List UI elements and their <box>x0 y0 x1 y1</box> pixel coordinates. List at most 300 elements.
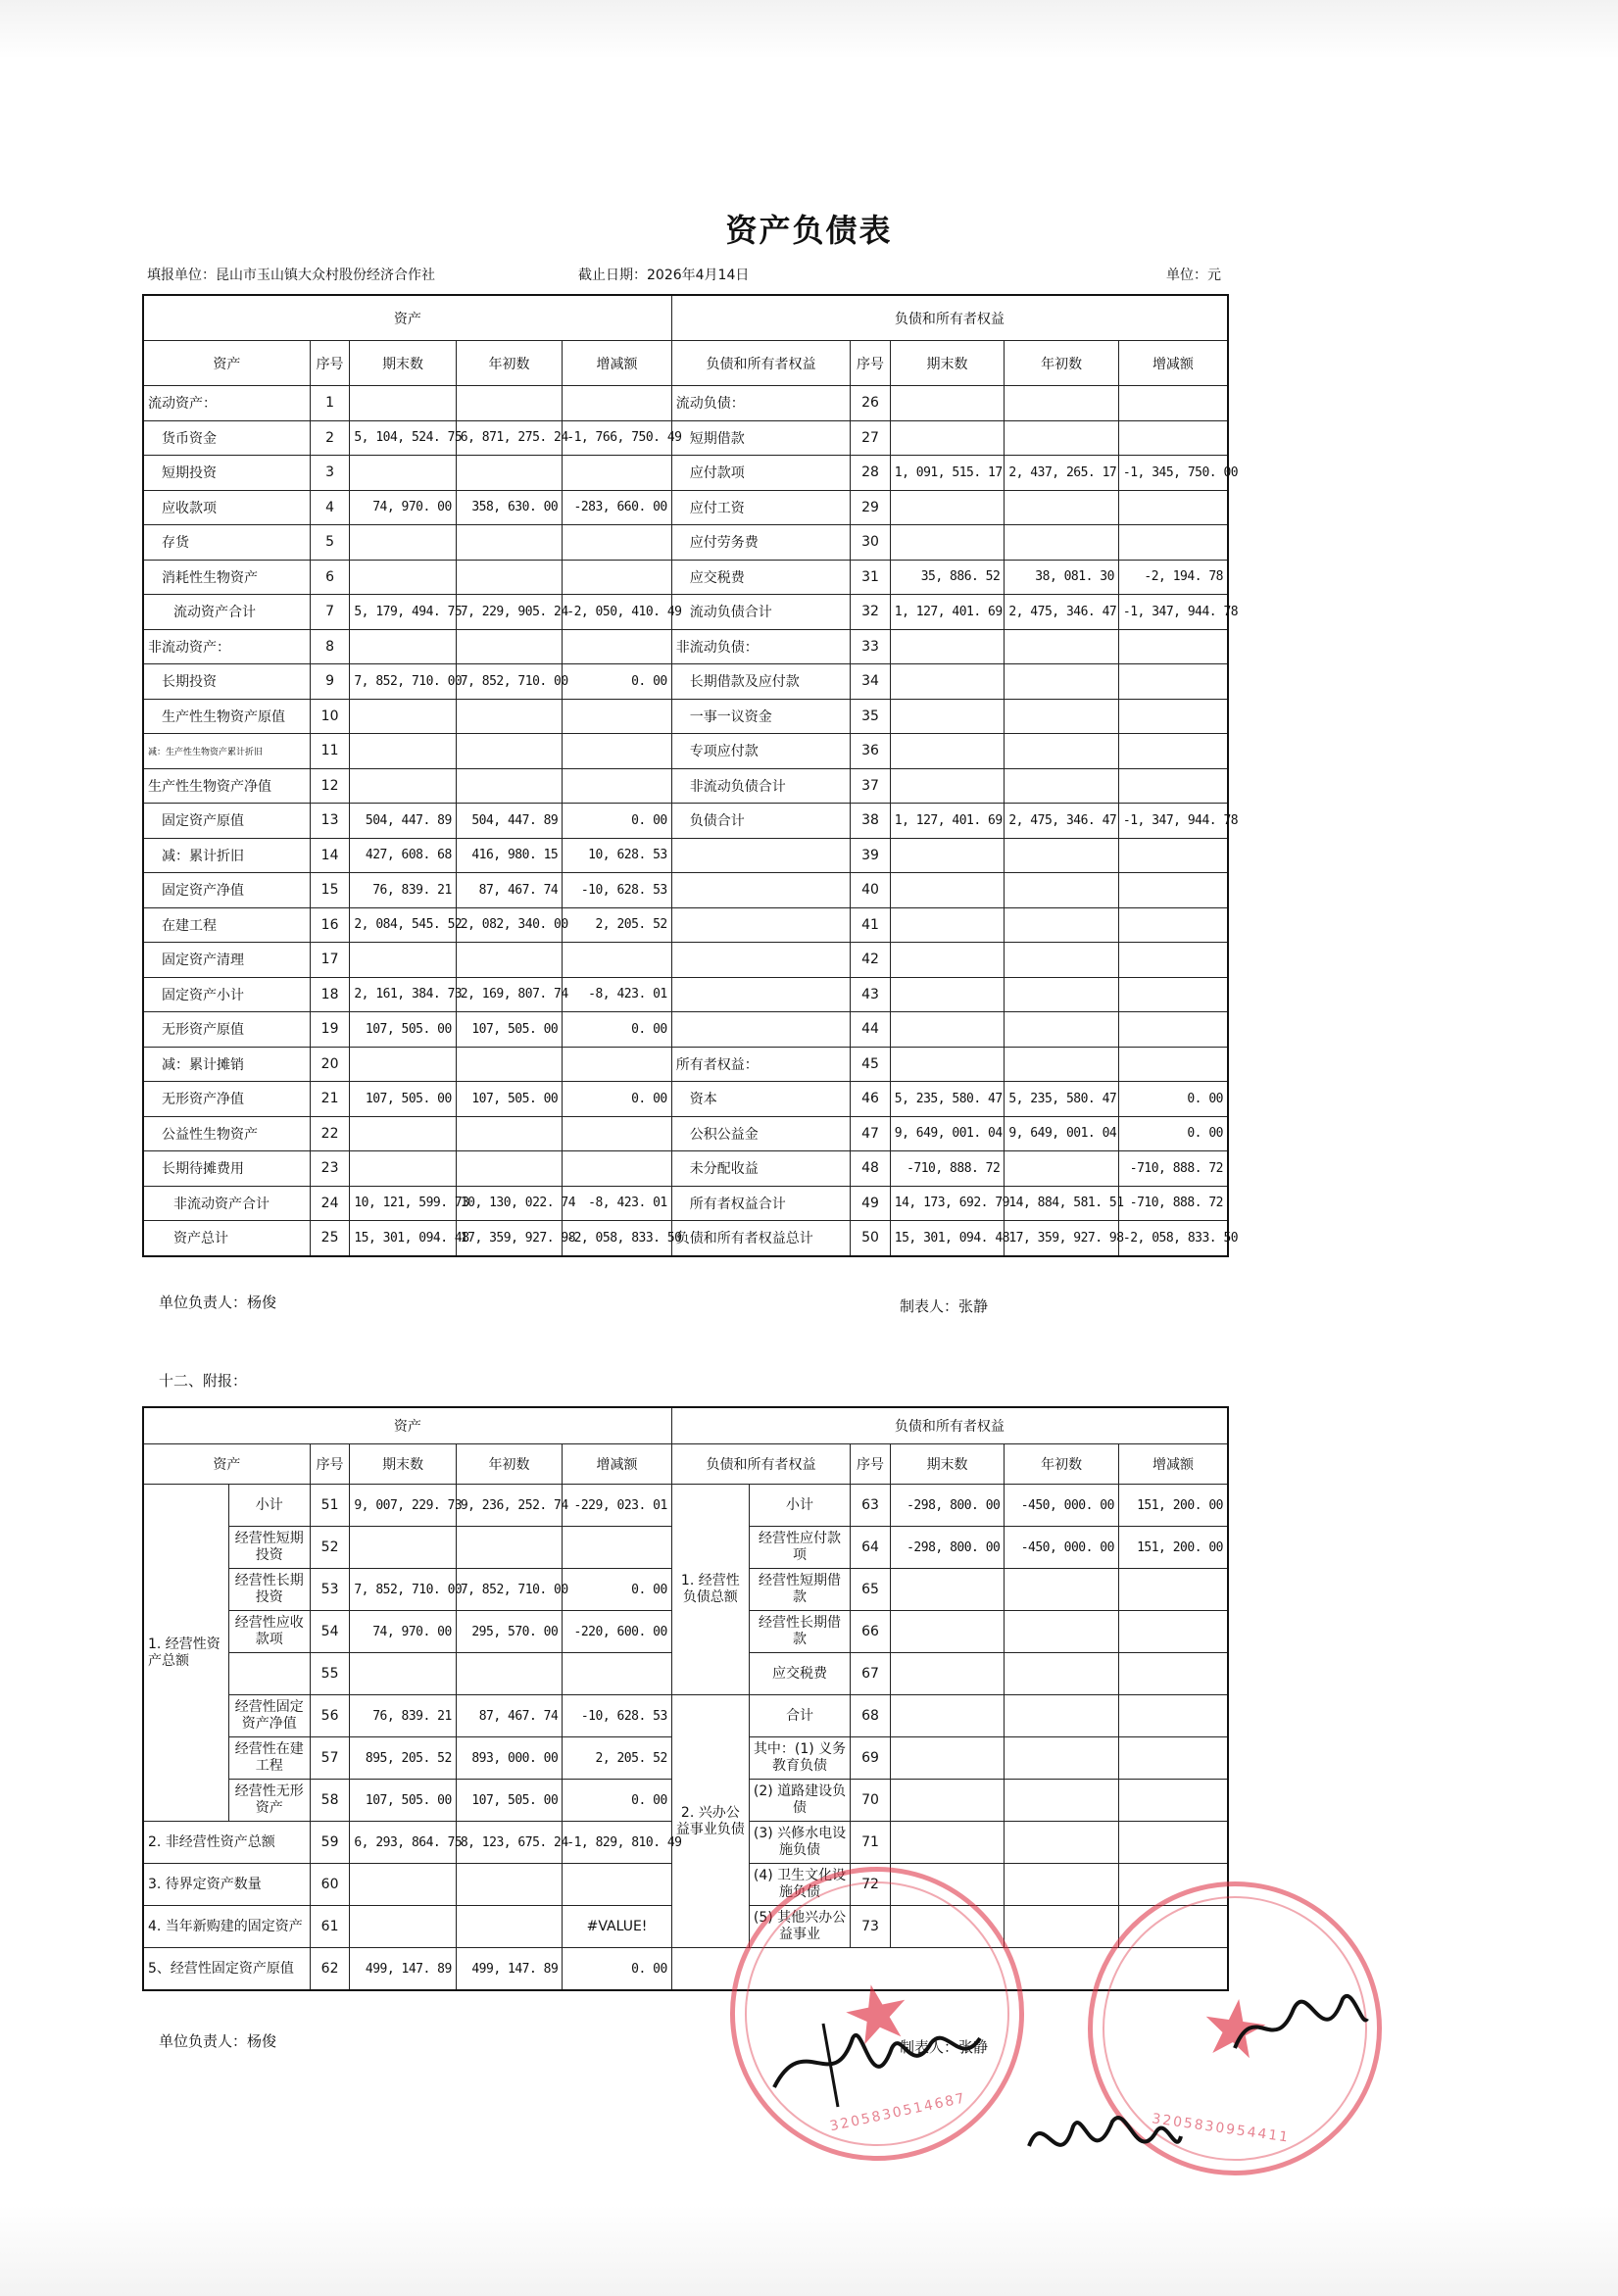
asset-begin-value: 6, 871, 275. 24 <box>456 420 562 456</box>
appendix-asset-change: -220, 600. 00 <box>563 1611 672 1653</box>
assets-section-header: 资产 <box>143 295 671 341</box>
appendix-liability-change <box>1118 1695 1228 1737</box>
liability-seq: 36 <box>851 734 891 769</box>
asset-end-value: 76, 839. 21 <box>350 873 456 908</box>
appendix-liability-seq: 67 <box>851 1653 891 1695</box>
asset-change-value: 0. 00 <box>563 1082 672 1117</box>
liability-begin-value <box>1005 907 1119 943</box>
table-maker: 制表人：张静 <box>900 1297 989 1315</box>
liability-item: 未分配收益 <box>671 1151 850 1187</box>
appendix-asset-item: 5、经营性固定资产原值 <box>143 1948 310 1991</box>
liability-change-value <box>1118 490 1228 525</box>
star-icon: ★ <box>1194 1978 1276 2079</box>
asset-change-value: 2, 205. 52 <box>563 907 672 943</box>
asset-change-value: 10, 628. 53 <box>563 838 672 873</box>
liability-change-value <box>1118 1047 1228 1082</box>
asset-end-value: 107, 505. 00 <box>350 1082 456 1117</box>
appendix-asset-begin: 295, 570. 00 <box>456 1611 562 1653</box>
liability-seq: 28 <box>851 456 891 491</box>
asset-item: 减：累计折旧 <box>143 838 310 873</box>
table-row <box>143 456 1228 491</box>
liability-change-value <box>1118 664 1228 700</box>
liability-end-value: 14, 173, 692. 79 <box>890 1186 1005 1221</box>
liability-end-value <box>890 664 1005 700</box>
asset-seq: 2 <box>310 420 350 456</box>
asset-end-value <box>350 768 456 804</box>
liability-begin-value <box>1005 664 1119 700</box>
liability-end-value <box>890 629 1005 664</box>
asset-item: 减：累计摊销 <box>143 1047 310 1082</box>
liability-item: 应交税费 <box>671 560 850 595</box>
liability-end-value <box>890 838 1005 873</box>
appendix-liability-item: (3) 兴修水电设施负债 <box>749 1822 850 1864</box>
table-row <box>143 1047 1228 1082</box>
asset-change-value: -8, 423. 01 <box>563 977 672 1012</box>
appendix-asset-change: 0. 00 <box>563 1780 672 1822</box>
appendix-col-asset: 资产 <box>143 1444 310 1485</box>
col-header-begin2: 年初数 <box>1005 341 1119 386</box>
asset-seq: 23 <box>310 1151 350 1187</box>
asset-begin-value <box>456 734 562 769</box>
liability-seq: 41 <box>851 907 891 943</box>
asset-begin-value: 107, 505. 00 <box>456 1082 562 1117</box>
asset-seq: 1 <box>310 386 350 421</box>
table-row <box>143 943 1228 978</box>
liability-item: 应付工资 <box>671 490 850 525</box>
asset-seq: 7 <box>310 595 350 630</box>
asset-begin-value <box>456 386 562 421</box>
appendix-col-seq: 序号 <box>310 1444 350 1485</box>
asset-seq: 21 <box>310 1082 350 1117</box>
asset-seq: 18 <box>310 977 350 1012</box>
table-row <box>143 977 1228 1012</box>
balance-sheet-table <box>142 294 1239 1257</box>
table-row <box>143 1485 1228 1527</box>
asset-begin-value: 87, 467. 74 <box>456 873 562 908</box>
table-row <box>143 629 1228 664</box>
appendix-asset-seq: 57 <box>310 1737 350 1780</box>
liability-begin-value: 5, 235, 580. 47 <box>1005 1082 1119 1117</box>
asset-item: 固定资产清理 <box>143 943 310 978</box>
asset-end-value <box>350 699 456 734</box>
appendix-asset-change: -10, 628. 53 <box>563 1695 672 1737</box>
liability-begin-value: 2, 475, 346. 47 <box>1005 595 1119 630</box>
liability-end-value: -710, 888. 72 <box>890 1151 1005 1187</box>
asset-end-value: 107, 505. 00 <box>350 1012 456 1048</box>
liability-change-value <box>1118 734 1228 769</box>
asset-item: 流动资产： <box>143 386 310 421</box>
asset-seq: 6 <box>310 560 350 595</box>
asset-end-value <box>350 734 456 769</box>
table-row <box>143 490 1228 525</box>
appendix-liability-seq: 66 <box>851 1611 891 1653</box>
liability-seq: 33 <box>851 629 891 664</box>
appendix-liability-item: 应交税费 <box>749 1653 850 1695</box>
appendix-liability-end <box>890 1780 1005 1822</box>
table-row <box>143 595 1228 630</box>
liability-item: 应付劳务费 <box>671 525 850 561</box>
liability-end-value: 1, 127, 401. 69 <box>890 804 1005 839</box>
asset-end-value: 427, 608. 68 <box>350 838 456 873</box>
asset-seq: 25 <box>310 1221 350 1256</box>
appendix-asset-seq: 52 <box>310 1527 350 1569</box>
asset-seq: 9 <box>310 664 350 700</box>
appendix-liability-change <box>1118 1569 1228 1611</box>
asset-end-value <box>350 1151 456 1187</box>
appendix-asset-seq: 53 <box>310 1569 350 1611</box>
appendix-asset-end: 6, 293, 864. 75 <box>350 1822 456 1864</box>
asset-change-value <box>563 1151 672 1187</box>
page-title: 资产负债表 <box>725 212 893 249</box>
appendix-asset-begin: 7, 852, 710. 00 <box>456 1569 562 1611</box>
asset-change-value <box>563 525 672 561</box>
appendix-asset-end <box>350 1527 456 1569</box>
appendix-liability-begin <box>1005 1906 1119 1948</box>
liability-begin-value <box>1005 386 1119 421</box>
seal-code: 3205830514687 <box>828 2090 968 2135</box>
liability-change-value <box>1118 525 1228 561</box>
appendix-liability-item: 经营性长期借款 <box>749 1611 850 1653</box>
asset-change-value <box>563 699 672 734</box>
liability-seq: 38 <box>851 804 891 839</box>
seal-code: 3205830954411 <box>1151 2111 1291 2146</box>
appendix-liability-seq: 70 <box>851 1780 891 1822</box>
appendix-liability-seq: 71 <box>851 1822 891 1864</box>
liability-end-value: 1, 127, 401. 69 <box>890 595 1005 630</box>
appendix-col-begin: 年初数 <box>456 1444 562 1485</box>
asset-change-value <box>563 1047 672 1082</box>
appendix-asset-seq: 62 <box>310 1948 350 1991</box>
liability-item: 负债和所有者权益总计 <box>671 1221 850 1256</box>
table-row <box>143 386 1228 421</box>
liability-change-value: -1, 347, 944. 78 <box>1118 595 1228 630</box>
liability-end-value <box>890 907 1005 943</box>
asset-end-value <box>350 456 456 491</box>
asset-begin-value <box>456 456 562 491</box>
appendix-asset-change <box>563 1864 672 1906</box>
liability-change-value: -1, 347, 944. 78 <box>1118 804 1228 839</box>
asset-begin-value: 2, 169, 807. 74 <box>456 977 562 1012</box>
asset-item: 无形资产原值 <box>143 1012 310 1048</box>
table-row <box>143 768 1228 804</box>
col-header-begin: 年初数 <box>456 341 562 386</box>
asset-item: 非流动资产合计 <box>143 1186 310 1221</box>
liability-end-value: 15, 301, 094. 48 <box>890 1221 1005 1256</box>
asset-begin-value: 416, 980. 15 <box>456 838 562 873</box>
appendix-liability-begin <box>1005 1864 1119 1906</box>
operating-liabilities-group: 1. 经营性负债总额 <box>671 1485 749 1695</box>
appendix-unit-leader: 单位负责人：杨俊 <box>159 2032 277 2050</box>
appendix-table-maker: 制表人：张静 <box>900 2038 989 2056</box>
asset-seq: 4 <box>310 490 350 525</box>
liability-begin-value <box>1005 490 1119 525</box>
asset-seq: 3 <box>310 456 350 491</box>
liability-begin-value <box>1005 420 1119 456</box>
asset-begin-value: 358, 630. 00 <box>456 490 562 525</box>
appendix-liability-end <box>890 1822 1005 1864</box>
appendix-asset-item: 2. 非经营性资产总额 <box>143 1822 310 1864</box>
appendix-liability-change <box>1118 1780 1228 1822</box>
table-row <box>143 1116 1228 1151</box>
asset-item: 固定资产原值 <box>143 804 310 839</box>
asset-begin-value <box>456 629 562 664</box>
asset-item: 无形资产净值 <box>143 1082 310 1117</box>
appendix-liability-item: 其中：(1) 义务教育负债 <box>749 1737 850 1780</box>
appendix-asset-seq: 55 <box>310 1653 350 1695</box>
liability-item: 非流动负债： <box>671 629 850 664</box>
asset-item: 消耗性生物资产 <box>143 560 310 595</box>
asset-change-value: 0. 00 <box>563 1012 672 1048</box>
appendix-asset-change <box>563 1653 672 1695</box>
asset-change-value: -1, 766, 750. 49 <box>563 420 672 456</box>
liability-begin-value: 14, 884, 581. 51 <box>1005 1186 1119 1221</box>
appendix-liability-end: -298, 800. 00 <box>890 1485 1005 1527</box>
asset-change-value <box>563 1116 672 1151</box>
liability-begin-value <box>1005 1012 1119 1048</box>
appendix-liability-item: 经营性短期借款 <box>749 1569 850 1611</box>
appendix-asset-item: 经营性长期投资 <box>228 1569 310 1611</box>
table-row <box>143 525 1228 561</box>
asset-begin-value <box>456 525 562 561</box>
appendix-asset-end <box>350 1864 456 1906</box>
appendix-liability-begin <box>1005 1695 1119 1737</box>
liability-item: 短期借款 <box>671 420 850 456</box>
asset-end-value: 74, 970. 00 <box>350 490 456 525</box>
liability-begin-value: 38, 081. 30 <box>1005 560 1119 595</box>
liability-end-value <box>890 734 1005 769</box>
asset-item: 流动资产合计 <box>143 595 310 630</box>
asset-end-value <box>350 386 456 421</box>
liability-end-value <box>890 386 1005 421</box>
liability-end-value: 35, 886. 52 <box>890 560 1005 595</box>
liability-item <box>671 943 850 978</box>
liability-end-value <box>890 768 1005 804</box>
liability-change-value <box>1118 699 1228 734</box>
asset-item: 资产总计 <box>143 1221 310 1256</box>
liability-change-value <box>1118 420 1228 456</box>
appendix-asset-item: 3. 待界定资产数量 <box>143 1864 310 1906</box>
appendix-asset-end: 7, 852, 710. 00 <box>350 1569 456 1611</box>
appendix-liability-change: 151, 200. 00 <box>1118 1485 1228 1527</box>
appendix-asset-begin: 87, 467. 74 <box>456 1695 562 1737</box>
asset-end-value <box>350 629 456 664</box>
asset-seq: 13 <box>310 804 350 839</box>
asset-change-value: 0. 00 <box>563 804 672 839</box>
appendix-liability-seq: 72 <box>851 1864 891 1906</box>
currency-unit: 单位：元 <box>1166 268 1221 283</box>
asset-change-value: 0. 00 <box>563 664 672 700</box>
appendix-asset-end: 107, 505. 00 <box>350 1780 456 1822</box>
table-row <box>143 873 1228 908</box>
liability-item: 应付款项 <box>671 456 850 491</box>
asset-begin-value: 17, 359, 927. 98 <box>456 1221 562 1256</box>
table-row <box>143 907 1228 943</box>
asset-change-value: -283, 660. 00 <box>563 490 672 525</box>
appendix-liability-seq: 68 <box>851 1695 891 1737</box>
asset-change-value <box>563 456 672 491</box>
liability-change-value <box>1118 1012 1228 1048</box>
liability-change-value <box>1118 977 1228 1012</box>
liability-begin-value <box>1005 977 1119 1012</box>
liability-change-value: 0. 00 <box>1118 1082 1228 1117</box>
liability-end-value <box>890 1047 1005 1082</box>
appendix-liability-begin <box>1005 1569 1119 1611</box>
appendix-liability-end <box>890 1653 1005 1695</box>
asset-item: 长期待摊费用 <box>143 1151 310 1187</box>
liability-change-value: -2, 194. 78 <box>1118 560 1228 595</box>
table-row <box>143 1948 1228 1991</box>
asset-end-value <box>350 1047 456 1082</box>
liability-seq: 35 <box>851 699 891 734</box>
table-row <box>143 1151 1228 1187</box>
asset-begin-value: 504, 447. 89 <box>456 804 562 839</box>
asset-seq: 20 <box>310 1047 350 1082</box>
liability-seq: 43 <box>851 977 891 1012</box>
table-row <box>143 804 1228 839</box>
signature-zhang <box>1019 2097 1186 2185</box>
asset-seq: 14 <box>310 838 350 873</box>
asset-change-value: -8, 423. 01 <box>563 1186 672 1221</box>
asset-seq: 12 <box>310 768 350 804</box>
asset-begin-value <box>456 943 562 978</box>
appendix-label: 十二、附报： <box>159 1372 248 1390</box>
liability-seq: 44 <box>851 1012 891 1048</box>
asset-seq: 16 <box>310 907 350 943</box>
appendix-liability-item: 小计 <box>749 1485 850 1527</box>
liability-change-value: -710, 888. 72 <box>1118 1151 1228 1187</box>
appendix-col-end: 期末数 <box>350 1444 456 1485</box>
asset-end-value: 2, 161, 384. 73 <box>350 977 456 1012</box>
liability-seq: 45 <box>851 1047 891 1082</box>
cutoff-date: 截止日期：2026年4月14日 <box>578 268 750 283</box>
appendix-asset-item <box>228 1653 310 1695</box>
asset-begin-value: 7, 852, 710. 00 <box>456 664 562 700</box>
liability-end-value <box>890 977 1005 1012</box>
asset-item: 长期投资 <box>143 664 310 700</box>
table-row <box>143 1186 1228 1221</box>
liability-begin-value <box>1005 699 1119 734</box>
appendix-col-end2: 期末数 <box>890 1444 1005 1485</box>
appendix-liability-end <box>890 1569 1005 1611</box>
asset-end-value: 5, 179, 494. 75 <box>350 595 456 630</box>
appendix-asset-item: 经营性无形资产 <box>228 1780 310 1822</box>
appendix-asset-seq: 59 <box>310 1822 350 1864</box>
liability-begin-value: 2, 475, 346. 47 <box>1005 804 1119 839</box>
liability-seq: 42 <box>851 943 891 978</box>
liability-seq: 46 <box>851 1082 891 1117</box>
appendix-col-change2: 增减额 <box>1118 1444 1228 1485</box>
appendix-liability-item: (2) 道路建设负债 <box>749 1780 850 1822</box>
liability-change-value <box>1118 907 1228 943</box>
appendix-asset-change: 0. 00 <box>563 1569 672 1611</box>
liability-end-value <box>890 420 1005 456</box>
asset-begin-value: 2, 082, 340. 00 <box>456 907 562 943</box>
appendix-asset-change: -229, 023. 01 <box>563 1485 672 1527</box>
appendix-asset-change: -1, 829, 810. 49 <box>563 1822 672 1864</box>
appendix-asset-end: 9, 007, 229. 73 <box>350 1485 456 1527</box>
appendix-asset-item: 经营性应收款项 <box>228 1611 310 1653</box>
asset-change-value: -2, 050, 410. 49 <box>563 595 672 630</box>
liability-seq: 39 <box>851 838 891 873</box>
asset-item: 应收款项 <box>143 490 310 525</box>
liability-item: 负债合计 <box>671 804 850 839</box>
reporting-unit: 填报单位：昆山市玉山镇大众村股份经济合作社 <box>147 268 435 283</box>
liability-item: 专项应付款 <box>671 734 850 769</box>
appendix-liability-begin <box>1005 1737 1119 1780</box>
liability-seq: 34 <box>851 664 891 700</box>
appendix-asset-change <box>563 1527 672 1569</box>
appendix-liability-begin: -450, 000. 00 <box>1005 1527 1119 1569</box>
appendix-liability-begin: -450, 000. 00 <box>1005 1485 1119 1527</box>
asset-begin-value <box>456 768 562 804</box>
asset-item: 在建工程 <box>143 907 310 943</box>
liability-change-value <box>1118 386 1228 421</box>
asset-begin-value <box>456 560 562 595</box>
col-header-asset: 资产 <box>143 341 310 386</box>
liabilities-section-header: 负债和所有者权益 <box>671 295 1228 341</box>
liability-begin-value <box>1005 734 1119 769</box>
liability-item: 资本 <box>671 1082 850 1117</box>
liability-begin-value <box>1005 943 1119 978</box>
appendix-asset-begin: 107, 505. 00 <box>456 1780 562 1822</box>
liability-begin-value: 17, 359, 927. 98 <box>1005 1221 1119 1256</box>
appendix-asset-item: 经营性短期投资 <box>228 1527 310 1569</box>
liability-change-value: 0. 00 <box>1118 1116 1228 1151</box>
appendix-liability-end <box>890 1611 1005 1653</box>
asset-seq: 17 <box>310 943 350 978</box>
table-row <box>143 420 1228 456</box>
asset-change-value: -2, 058, 833. 50 <box>563 1221 672 1256</box>
asset-change-value <box>563 734 672 769</box>
liability-seq: 47 <box>851 1116 891 1151</box>
appendix-asset-begin: 499, 147. 89 <box>456 1948 562 1991</box>
appendix-asset-change: 0. 00 <box>563 1948 672 1991</box>
col-header-end: 期末数 <box>350 341 456 386</box>
asset-begin-value <box>456 1151 562 1187</box>
liability-change-value: -1, 345, 750. 00 <box>1118 456 1228 491</box>
asset-item: 货币资金 <box>143 420 310 456</box>
appendix-asset-seq: 61 <box>310 1906 350 1948</box>
appendix-liability-item: (5) 其他兴办公益事业 <box>749 1906 850 1948</box>
liability-end-value <box>890 1012 1005 1048</box>
star-icon: ★ <box>833 1962 921 2066</box>
liability-change-value <box>1118 838 1228 873</box>
asset-item: 非流动资产： <box>143 629 310 664</box>
liability-seq: 26 <box>851 386 891 421</box>
liability-end-value <box>890 525 1005 561</box>
liability-seq: 32 <box>851 595 891 630</box>
asset-item: 公益性生物资产 <box>143 1116 310 1151</box>
liability-seq: 48 <box>851 1151 891 1187</box>
appendix-liability-end <box>890 1737 1005 1780</box>
liability-seq: 37 <box>851 768 891 804</box>
asset-seq: 8 <box>310 629 350 664</box>
appendix-liability-change: 151, 200. 00 <box>1118 1527 1228 1569</box>
asset-begin-value <box>456 1116 562 1151</box>
appendix-asset-seq: 51 <box>310 1485 350 1527</box>
appendix-liability-end: -298, 800. 00 <box>890 1527 1005 1569</box>
liability-begin-value <box>1005 1047 1119 1082</box>
asset-begin-value <box>456 699 562 734</box>
operating-assets-group: 1. 经营性资产总额 <box>143 1485 228 1822</box>
liability-change-value: -2, 058, 833. 50 <box>1118 1221 1228 1256</box>
asset-item: 存货 <box>143 525 310 561</box>
liability-change-value <box>1118 768 1228 804</box>
liability-seq: 30 <box>851 525 891 561</box>
liability-end-value <box>890 873 1005 908</box>
liability-begin-value <box>1005 525 1119 561</box>
appendix-asset-item: 经营性固定资产净值 <box>228 1695 310 1737</box>
